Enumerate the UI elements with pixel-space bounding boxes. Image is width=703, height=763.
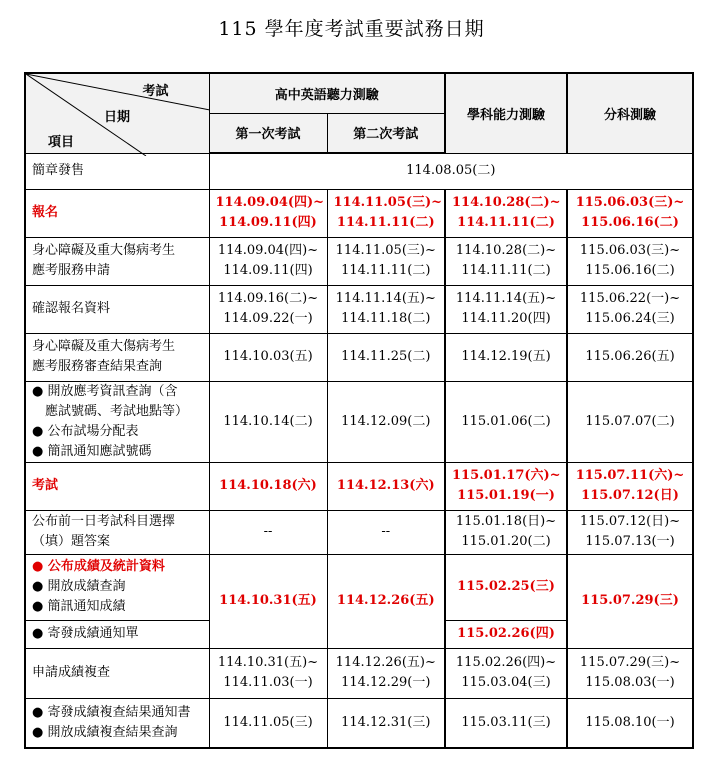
cell-value: 115.03.11(三)	[445, 698, 567, 748]
table-row	[25, 698, 693, 748]
cell-value: 115.07.11(六)~ 115.07.12(日)	[567, 462, 693, 510]
cell-value: 114.11.14(五)~ 114.11.20(四)	[445, 285, 567, 333]
cell-value: 114.10.31(五)~ 114.11.03(一)	[209, 648, 327, 698]
cell-value: --	[327, 510, 445, 554]
header-gsat: 學科能力測驗	[445, 73, 567, 153]
table-row	[25, 237, 693, 285]
table-row	[25, 648, 693, 698]
cell-value: 115.02.26(四)	[445, 620, 567, 648]
cell-value: 115.07.07(二)	[567, 381, 693, 462]
row-label: ● 開放應考資訊查詢（含 應試號碼、考試地點等） ● 公布試場分配表 ● 簡訊通知應試號碼	[25, 381, 209, 462]
cell-value: --	[209, 510, 327, 554]
cell-value: 114.09.16(二)~ 114.09.22(一)	[209, 285, 327, 333]
row-label: 身心障礙及重大傷病考生 應考服務審查結果查詢	[25, 333, 209, 381]
cell-value: 114.12.26(五)~ 114.12.29(一)	[327, 648, 445, 698]
row-label: 確認報名資料	[25, 285, 209, 333]
header-exam-label: 考試	[142, 84, 169, 99]
cell-value: 114.10.28(二)~ 114.11.11(二)	[445, 189, 567, 237]
diagonal-header-cell	[25, 73, 209, 153]
row-label: 申請成績複查	[25, 648, 209, 698]
row-label: ● 公布成績及統計資料 ● 開放成績查詢 ● 簡訊通知成績	[25, 554, 209, 620]
cell-value: 114.12.31(三)	[327, 698, 445, 748]
row-label: 報名	[25, 189, 209, 237]
cell-value: 115.07.12(日)~ 115.07.13(一)	[567, 510, 693, 554]
page-title: 115 學年度考試重要試務日期	[218, 18, 485, 40]
cell-value: 114.11.25(二)	[327, 333, 445, 381]
cell-value: 115.01.18(日)~ 115.01.20(二)	[445, 510, 567, 554]
cell-value: 115.02.26(四)~ 115.03.04(三)	[445, 648, 567, 698]
table-row	[25, 285, 693, 333]
cell-value: 114.12.09(二)	[327, 381, 445, 462]
cell-value: 114.11.05(三)~ 114.11.11(二)	[327, 237, 445, 285]
cell-value: 114.11.05(三)~ 114.11.11(二)	[327, 189, 445, 237]
header-second-exam: 第二次考試	[327, 113, 445, 153]
row-label: ● 寄發成績複查結果通知書 ● 開放成績複查結果查詢	[25, 698, 209, 748]
cell-value: 114.11.05(三)	[209, 698, 327, 748]
table-row	[25, 333, 693, 381]
cell-value: 114.12.13(六)	[327, 462, 445, 510]
cell-value: 114.11.14(五)~ 114.11.18(二)	[327, 285, 445, 333]
table-row	[25, 189, 693, 237]
cell-value: 115.07.29(三)	[567, 554, 693, 648]
table-row	[25, 510, 693, 554]
header-first-exam: 第一次考試	[209, 113, 327, 153]
cell-value: 115.01.17(六)~ 115.01.19(一)	[445, 462, 567, 510]
cell-value: 115.06.22(一)~ 115.06.24(三)	[567, 285, 693, 333]
schedule-table	[24, 72, 694, 749]
row-label: 公布前一日考試科目選擇 （填）題答案	[25, 510, 209, 554]
row-label: 考試	[25, 462, 209, 510]
header-item-label: 項目	[48, 135, 75, 150]
cell-value: 115.06.26(五)	[567, 333, 693, 381]
row-label: ● 寄發成績通知單	[25, 620, 209, 648]
cell-value: 115.06.03(三)~ 115.06.16(二)	[567, 189, 693, 237]
cell-value: 114.09.04(四)~ 114.09.11(四)	[209, 237, 327, 285]
cell-value: 115.06.03(三)~ 115.06.16(二)	[567, 237, 693, 285]
header-ast: 分科測驗	[567, 73, 693, 153]
cell-value: 115.01.06(二)	[445, 381, 567, 462]
cell-value: 114.12.26(五)	[327, 554, 445, 648]
cell-value: 114.10.28(二)~ 114.11.11(二)	[445, 237, 567, 285]
header-date-label: 日期	[104, 110, 131, 125]
cell-value: 114.09.04(四)~ 114.09.11(四)	[209, 189, 327, 237]
row-label: 身心障礙及重大傷病考生 應考服務申請	[25, 237, 209, 285]
table-row	[25, 554, 693, 620]
row-label: 簡章發售	[25, 153, 209, 189]
header-english-listening: 高中英語聽力測驗	[209, 73, 445, 113]
cell-value: 115.08.10(一)	[567, 698, 693, 748]
cell-value: 114.10.18(六)	[209, 462, 327, 510]
cell-value: 114.10.31(五)	[209, 554, 327, 648]
cell-value: 114.10.03(五)	[209, 333, 327, 381]
cell-value: 114.12.19(五)	[445, 333, 567, 381]
table-row	[25, 153, 693, 189]
cell-value: 114.10.14(二)	[209, 381, 327, 462]
cell-value: 115.02.25(三)	[445, 554, 567, 620]
cell-value: 115.07.29(三)~ 115.08.03(一)	[567, 648, 693, 698]
cell-value: 114.08.05(二)	[209, 153, 693, 189]
table-row	[25, 381, 693, 462]
table-row	[25, 462, 693, 510]
